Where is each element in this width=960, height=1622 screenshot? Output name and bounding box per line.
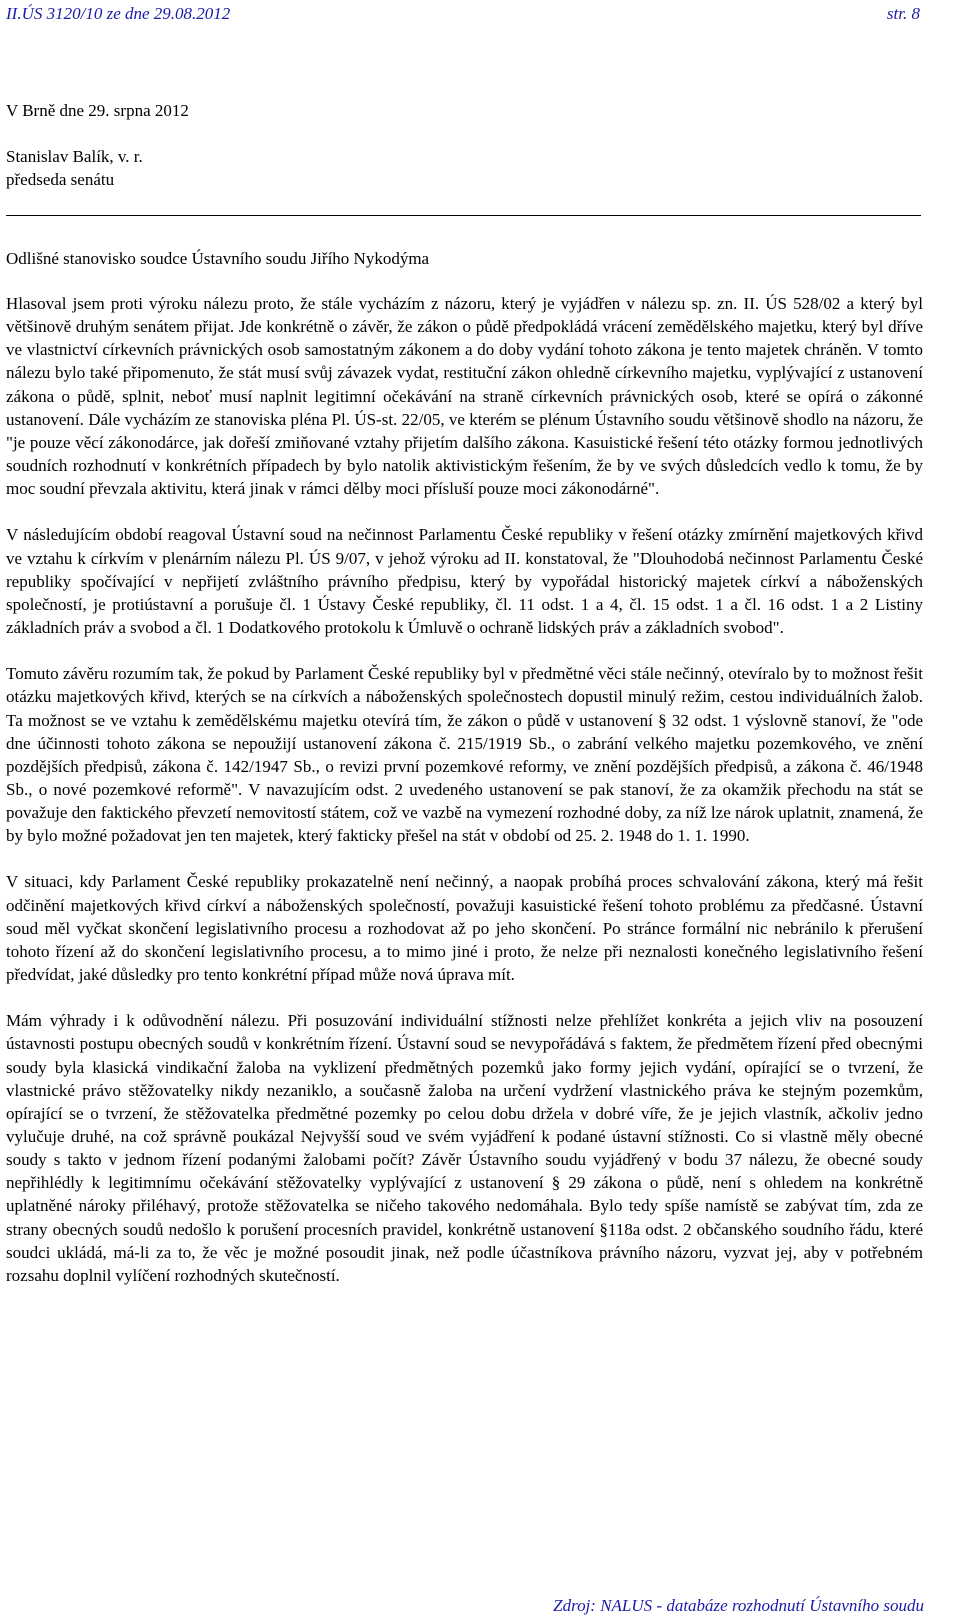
source-footer: Zdroj: NALUS - databáze rozhodnutí Ústavního soudu [553, 1596, 924, 1615]
signature-role: předseda senátu [6, 170, 115, 189]
paragraph: Hlasoval jsem proti výroku nálezu proto, že stále vycházím z názoru, který je vyjádřen v nálezu sp. zn. II. ÚS 528/02 a který byl většinově druhým senátem přijat. Jde konkrétně o závěr, že zákon o půdě předpokládá vrácení zemědělského majetku, který byl dříve ve vlastnictví církevních právnických osob samostatným zákonem a do doby vydání tohoto zákona je tento majetek chráněn. V tomto nálezu bylo také připomenuto, že stát musí svůj závazek vydat, restituční zákon ohledně církevního majetku, vyplývající z ustanovení zákona o půdě, splnit, neboť musí naplnit legitimní očekávání na straně církevních právnických osob, které se opírá o zákonné ustanovení. Dále vycházím ze stanoviska pléna Pl. ÚS-st. 22/05, ve kterém se plénum Ústavního soudu většinově shodlo na názoru, že "je pouze věcí zákonodárce, jak dořeší zmiňované vztahy přijetím dalšího zákona. Kasuistické řešení této otázky formou jednotlivých soudních rozhodnutí v konkrétních případech by bylo natolik aktivistickým řešením, že by ve svých důsledcích vedlo k tomu, že by moc soudní převzala aktivitu, která jinak v rámci dělby moci přísluší pouze moci zákonodárné". [6, 294, 923, 499]
paragraph: Mám výhrady i k odůvodnění nálezu. Při posuzování individuální stížnosti nelze přehlížet konkréta a jejich vliv na posouzení ústavnosti postupu obecných soudů v konkrétním řízení. Ústavní soud se nevypořádává s faktem, že předmětem řízení před obecnými soudy byla klasická vindikační žaloba na vyklizení předmětných pozemků jako formy jejich vydání, opírající se o tvrzení, že vlastnické právo stěžovatelky nikdy nezaniklo, a současně žaloba na určení vydržení vlastnického práva ke stejným pozemkům, opírající se o tvrzení, že stěžovatelka předmětné pozemky po celou dobu držela v dobré víře, že je jejich vlastník, ačkoliv jedno vylučuje druhé, na což správně poukázal Nejvyšší soud ve svém vyjádření k podané ústavní stížnosti. Co si vlastně měly obecné soudy s takto v jednom řízení podanými žalobami počít? Závěr Ústavního soudu vyjádřený v bodu 37 nálezu, že obecné soudy nepřihlédly k legitimnímu očekávání stěžovatelky vyplývající z ustanovení § 29 zákona o půdě, není s ohledem na konkrétně uplatněné nároky přiléhavý, protože stěžovatelka se ničeho takového nedomáhala. Bylo tedy spíše namístě se zabývat tím, zda ze strany obecných soudů nedošlo k porušení procesních pravidel, konkrétně ustanovení §118a odst. 2 občanského soudního řádu, které soudci ukládá, má-li za to, že věc je možné posoudit jinak, než podle účastníkova právního názoru, vyzvat jej, aby v potřebném rozsahu doplnil vylíčení rozhodných skutečností. [6, 1011, 923, 1285]
dissent-body [6, 292, 923, 1310]
signature-place-date: V Brně dne 29. srpna 2012 [6, 101, 189, 120]
signature-name: Stanislav Balík, v. r. [6, 147, 143, 166]
dissent-heading: Odlišné stanovisko soudce Ústavního soudu Jiřího Nykodýma [6, 249, 430, 268]
section-divider [6, 215, 921, 216]
page-number: str. 8 [886, 4, 920, 23]
paragraph: V situaci, kdy Parlament České republiky prokazatelně není nečinný, a naopak probíhá proces schvalování zákona, který má řešit odčinění majetkových křivd církví a náboženských společností, považuji kasuistické řešení tohoto problému za předčasné. Ústavní soud měl vyčkat skončení legislativního procesu a rozhodovat až po jeho skončení. Po stránce formální nic nebránilo k přerušení tohoto řízení až do skončení legislativního procesu, a to mimo jiné i proto, že nelze při neznalosti konečného legislativního řešení předvídat, jaké důsledky pro tento konkrétní případ může nová úprava mít. [6, 872, 923, 985]
case-reference: II.ÚS 3120/10 ze dne 29.08.2012 [6, 4, 231, 23]
paragraph: Tomuto závěru rozumím tak, že pokud by Parlament České republiky byl v předmětné věci stále nečinný, otevíralo by to možnost řešit otázku majetkových křivd, kterých se na církvích a náboženských společnostech dopustil minulý režim, cestou individuálních žalob. Ta možnost se ve vztahu k zemědělskému majetku otevírá tím, že zákon o půdě v ustanovení § 32 odst. 1 výslovně stanoví, že "ode dne účinnosti tohoto zákona se nepoužijí ustanovení zákona č. 215/1919 Sb., o zabrání velkého majetku pozemkového, ve znění pozdějších předpisů, zákona č. 142/1947 Sb., o revizi první pozemkové reformy, ve znění pozdějších předpisů, a zákona č. 46/1948 Sb., o nové pozemkové reformě". V navazujícím odst. 2 uvedeného ustanovení se pak stanoví, že za okamžik přechodu na stát se považuje den faktického převzetí nemovitostí státem, což ve vazbě na vymezení rozhodné doby, za níž lze nárok uplatnit, znamená, že by bylo možné požadovat jen ten majetek, který fakticky přešel na stát v období od 25. 2. 1948 do 1. 1. 1990. [6, 664, 923, 846]
paragraph: V následujícím období reagoval Ústavní soud na nečinnost Parlamentu České republiky v řešení otázky zmírnění majetkových křivd ve vztahu k církvím v plenárním nálezu Pl. ÚS 9/07, v jehož výroku ad II. konstatoval, že "Dlouhodobá nečinnost Parlamentu České republiky spočívající v nepřijetí zvláštního právního předpisu, který by vypořádal historický majetek církví a náboženských společností, je protiústavní a porušuje čl. 1 Ústavy České republiky, čl. 11 odst. 1 a 4, čl. 15 odst. 1 a čl. 16 odst. 1 a 2 Listiny základních práv a svobod a čl. 1 Dodatkového protokolu k Úmluvě o ochraně lidských práv a základních svobod". [6, 525, 923, 638]
